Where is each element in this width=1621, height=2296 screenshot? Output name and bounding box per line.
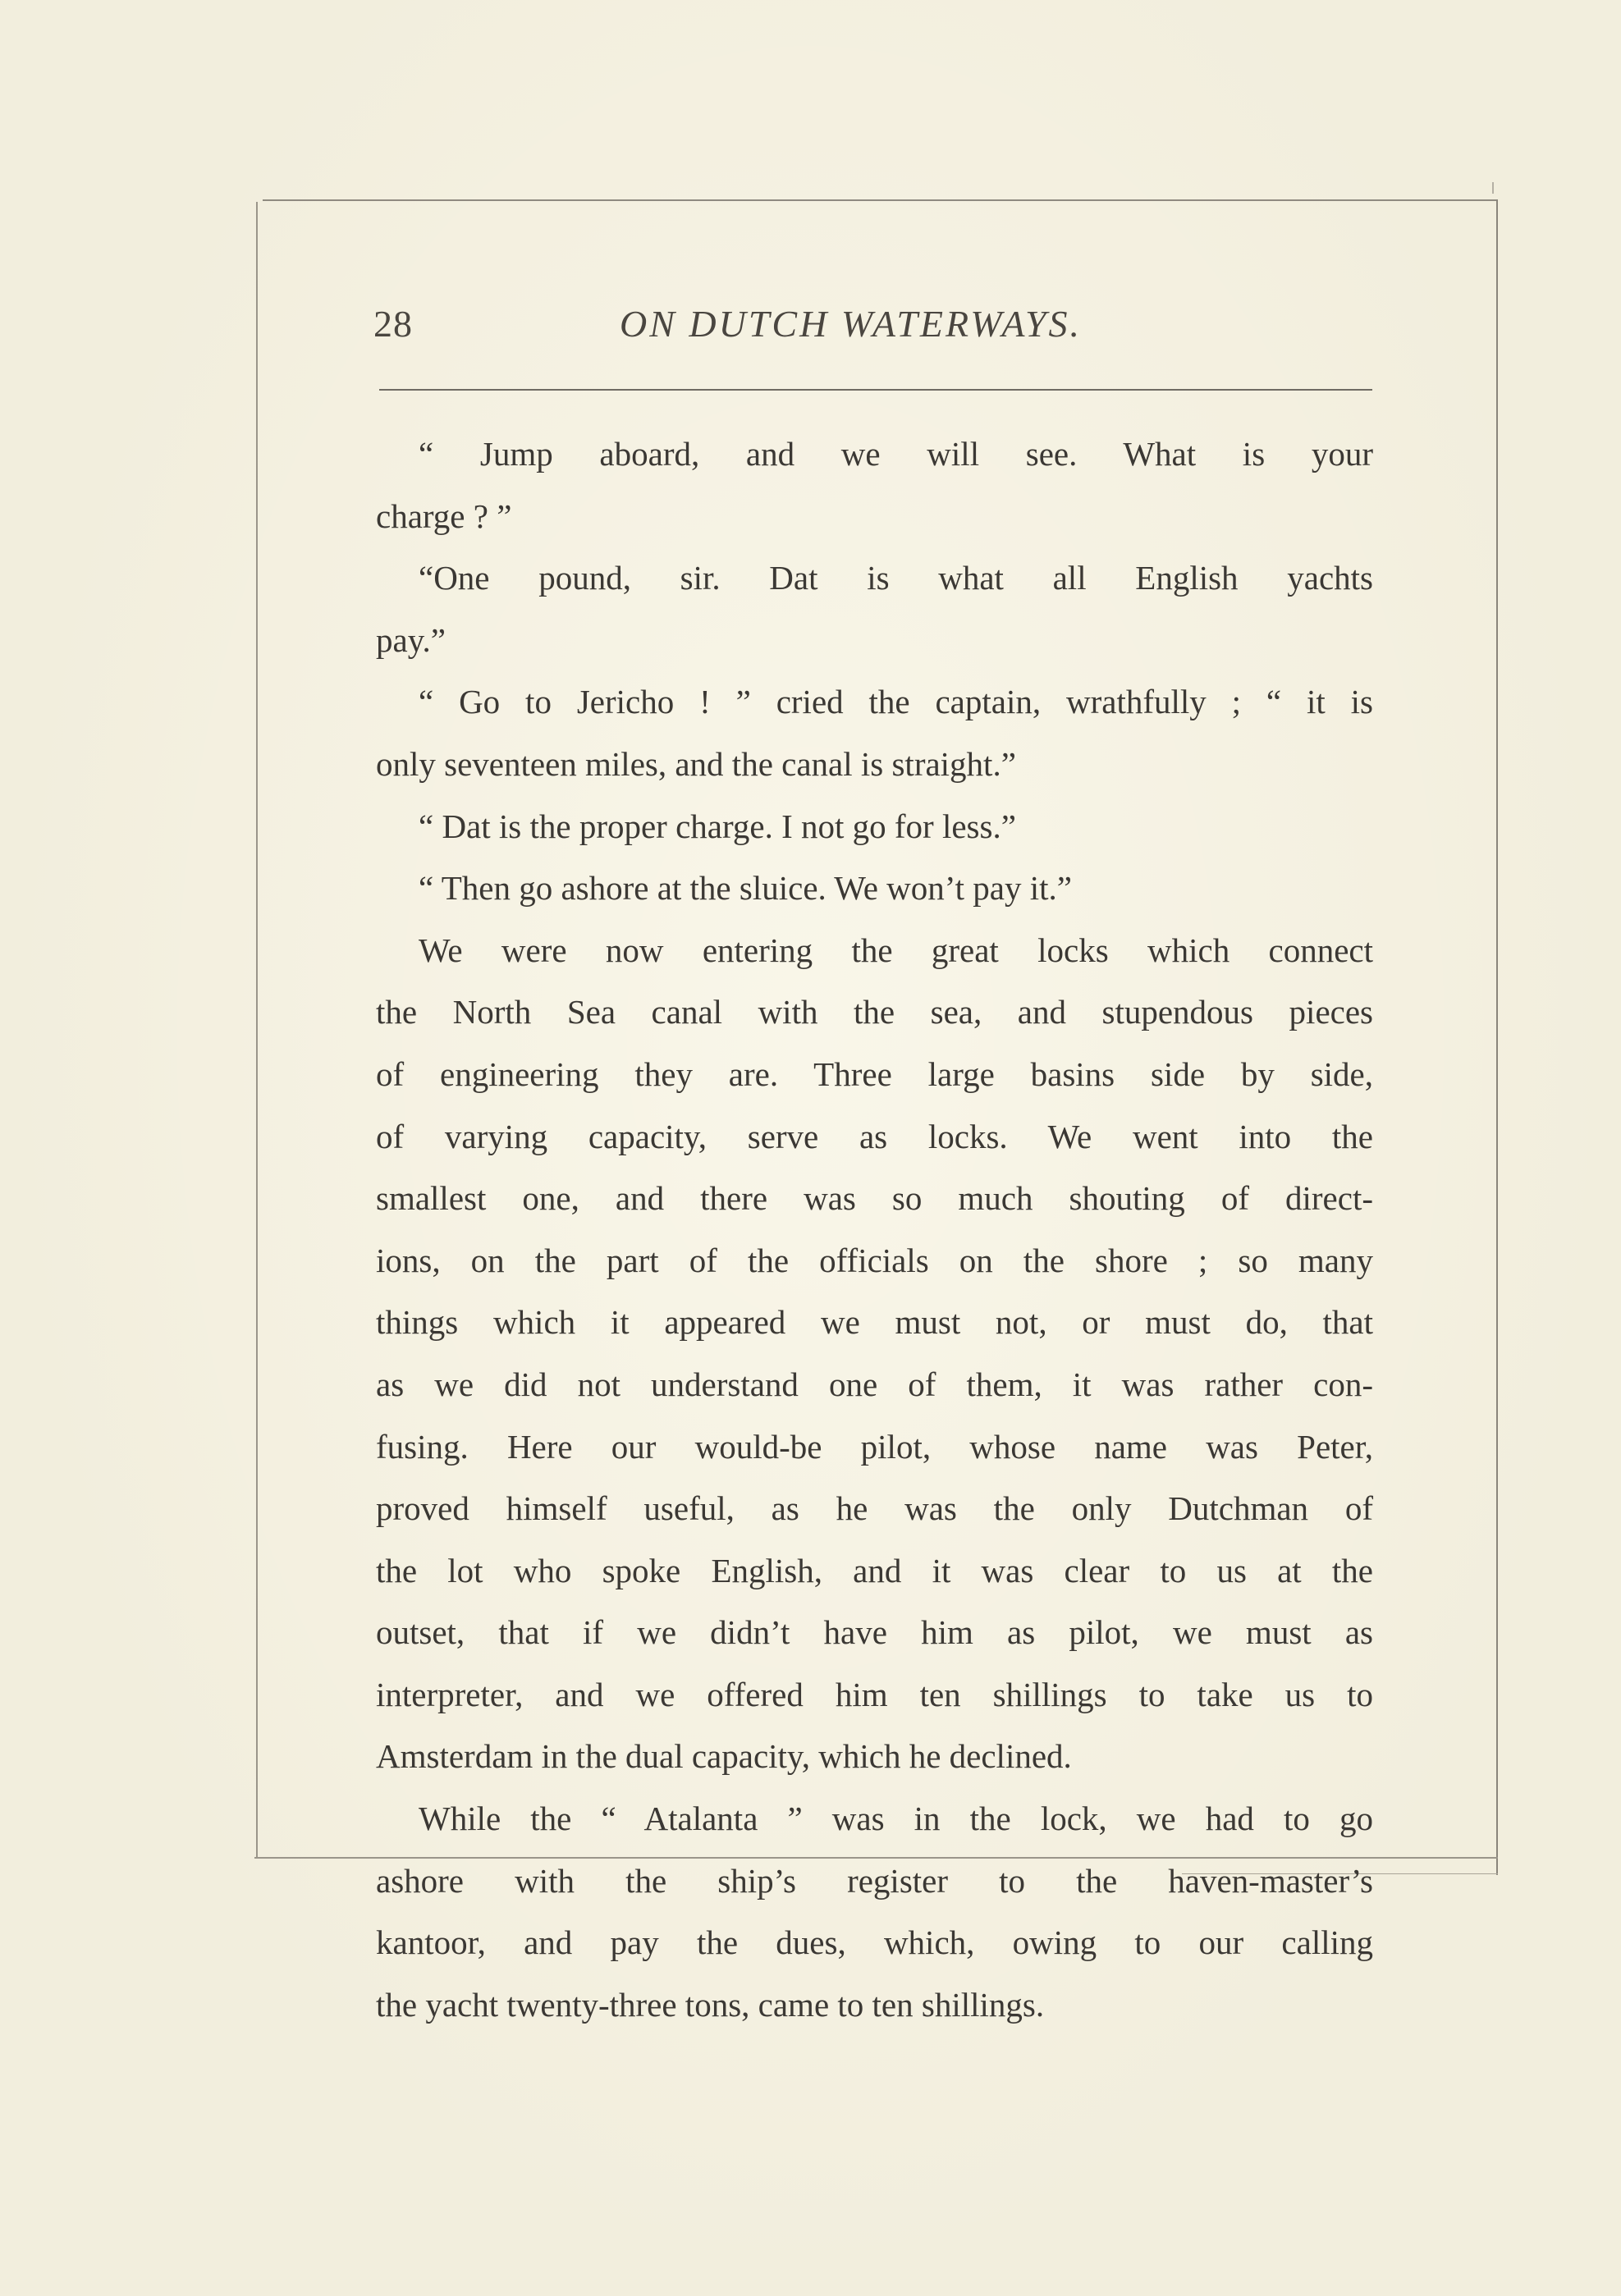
text-line: of varying capacity, serve as locks. We went into the [376, 1117, 1373, 1155]
text-line: the North Sea canal with the sea, and stupendous pieces [376, 993, 1373, 1031]
header-rule [379, 389, 1372, 391]
text-line: only seventeen miles, and the canal is straight.” [376, 744, 1016, 783]
frame-mark [1492, 182, 1494, 194]
frame-right-rule [1496, 199, 1498, 1875]
body-text [376, 423, 1373, 2036]
text-line: outset, that if we didn’t have him as pilot, we must as [376, 1613, 1373, 1652]
text-line: smallest one, and there was so much shouting of direct- [376, 1179, 1373, 1218]
text-line: While the “ Atalanta ” was in the lock, we had to go [419, 1800, 1373, 1838]
text-line: of engineering they are. Three large basins side by side, [376, 1054, 1373, 1093]
text-line: kantoor, and pay the dues, which, owing to our calling [376, 1923, 1373, 1962]
text-line: the yacht twenty-three tons, came to ten shillings. [376, 1985, 1045, 2024]
text-line: “ Jump aboard, and we will see. What is your [419, 435, 1373, 473]
text-line: pay.” [376, 620, 446, 659]
page-number: 28 [373, 303, 413, 345]
text-line: ashore with the ship’s register to the haven-master’s [376, 1861, 1373, 1900]
text-line: “ Go to Jericho ! ” cried the captain, wrathfully ; “ it is [419, 683, 1373, 721]
text-line: as we did not understand one of them, it was rather con- [376, 1365, 1373, 1403]
frame-left-rule [256, 202, 258, 1858]
text-line: interpreter, and we offered him ten shillings to take us to [376, 1675, 1373, 1713]
running-head [373, 302, 1375, 359]
text-line: charge ? ” [376, 496, 512, 535]
text-line: things which it appeared we must not, or must do, that [376, 1303, 1373, 1342]
text-line: “One pound, sir. Dat is what all English yachts [419, 559, 1373, 597]
text-line: We were now entering the great locks which connect [419, 931, 1373, 969]
running-title: ON DUTCH WATERWAYS. [620, 303, 1083, 345]
frame-top-rule [263, 199, 1498, 201]
text-line: “ Dat is the proper charge. I not go for less.” [419, 807, 1016, 845]
text-line: Amsterdam in the dual capacity, which he declined. [376, 1737, 1072, 1776]
text-line: fusing. Here our would-be pilot, whose name was Peter, [376, 1427, 1373, 1466]
text-line: “ Then go ashore at the sluice. We won’t pay it.” [419, 869, 1072, 908]
text-line: the lot who spoke English, and it was clear to us at the [376, 1551, 1373, 1589]
text-line: proved himself useful, as he was the only Dutchman of [376, 1489, 1373, 1528]
text-line: ions, on the part of the officials on the shore ; so many [376, 1241, 1373, 1279]
